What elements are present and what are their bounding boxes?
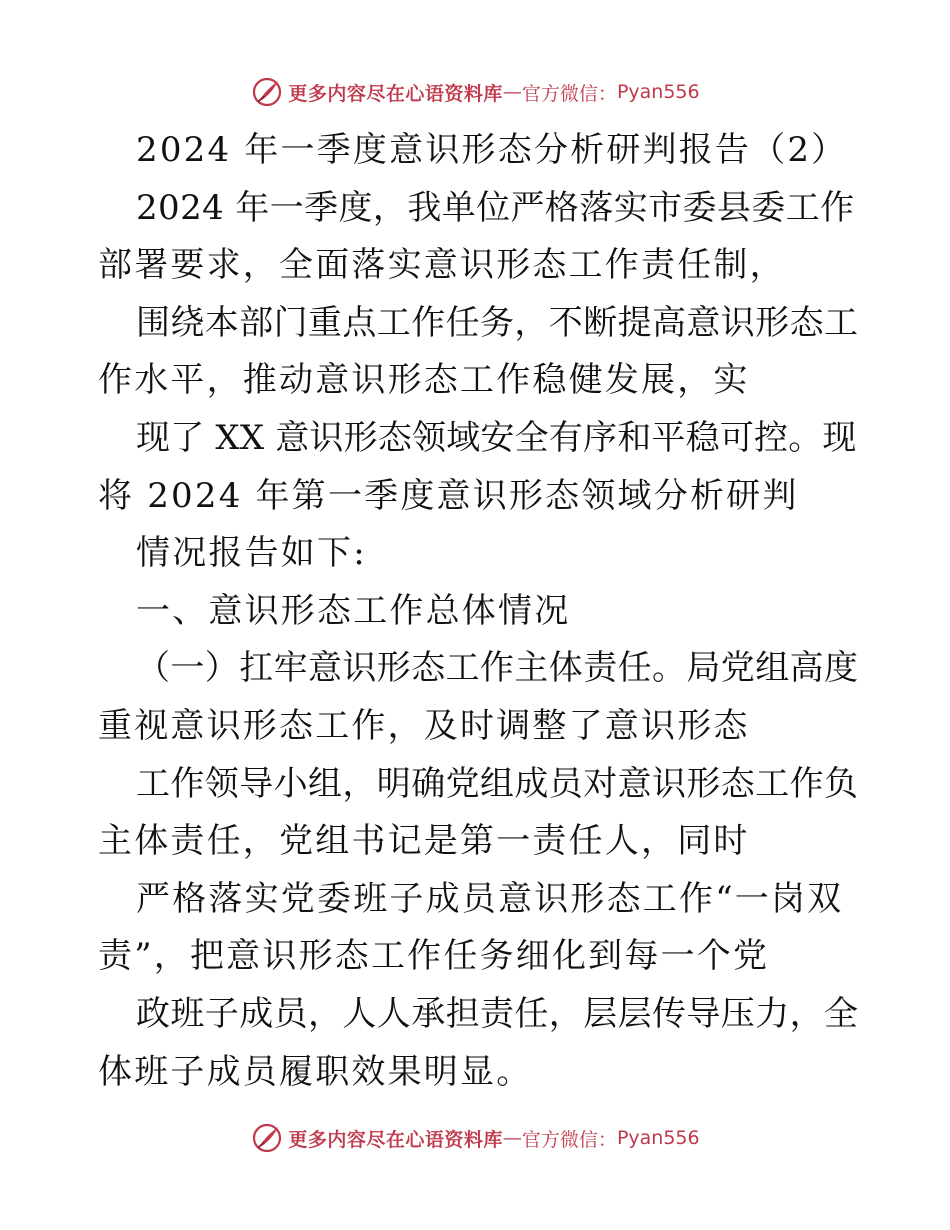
footer-watermark <box>0 1118 950 1158</box>
document-body <box>98 122 858 1101</box>
paragraph-line: 体班子成员履职效果明显。 <box>98 1051 533 1092</box>
section-heading: 一、意识形态工作总体情况 <box>136 590 571 631</box>
paragraph-line: 政班子成员，人人承担责任，层层传导压力，全 <box>136 993 858 1034</box>
paragraph-line: 围绕本部门重点工作任务，不断提高意识形态工 <box>136 302 858 343</box>
watermark-sub-text: 官方微信： <box>521 1128 617 1151</box>
paragraph-line: 现了 XX 意识形态领域安全有序和平稳可控。现 <box>136 417 857 458</box>
header-watermark <box>0 72 950 112</box>
watermark-sub-text: 官方微信： <box>521 82 617 105</box>
watermark-main-text: 更多内容尽在心语资料库 <box>288 82 503 105</box>
subsection-heading-line: （一）扛牢意识形态工作主体责任。局党组高度 <box>136 648 858 689</box>
paragraph-line: 重视意识形态工作，及时调整了意识形态 <box>98 705 750 746</box>
paragraph-line: 主体责任，党组书记是第一责任人，同时 <box>98 821 750 862</box>
feather-pen-logo-icon <box>250 1121 284 1155</box>
paragraph-line: 2024 年一季度，我单位严格落实市委县委工作 <box>136 187 855 228</box>
paragraph-line: 严格落实党委班子成员意识形态工作“一岗双 <box>136 878 844 919</box>
watermark-wechat-id: Pyan556 <box>616 1127 700 1149</box>
watermark-wechat-id: Pyan556 <box>616 81 700 103</box>
document-title: 2024 年一季度意识形态分析研判报告（2） <box>136 130 848 170</box>
feather-pen-logo-icon <box>250 75 284 109</box>
paragraph-line: 部署要求，全面落实意识形态工作责任制， <box>98 245 786 286</box>
watermark-dash: — <box>502 1127 522 1149</box>
paragraph-line: 责”，把意识形态工作任务细化到每一个党 <box>98 936 770 977</box>
watermark-dash: — <box>502 81 522 103</box>
paragraph-line: 作水平，推动意识形态工作稳健发展，实 <box>98 360 750 401</box>
paragraph-line: 情况报告如下: <box>136 533 367 574</box>
paragraph-line: 工作领导小组，明确党组成员对意识形态工作负 <box>136 763 858 804</box>
watermark-main-text: 更多内容尽在心语资料库 <box>288 1128 503 1151</box>
paragraph-line: 将 2024 年第一季度意识形态领域分析研判 <box>98 475 799 516</box>
